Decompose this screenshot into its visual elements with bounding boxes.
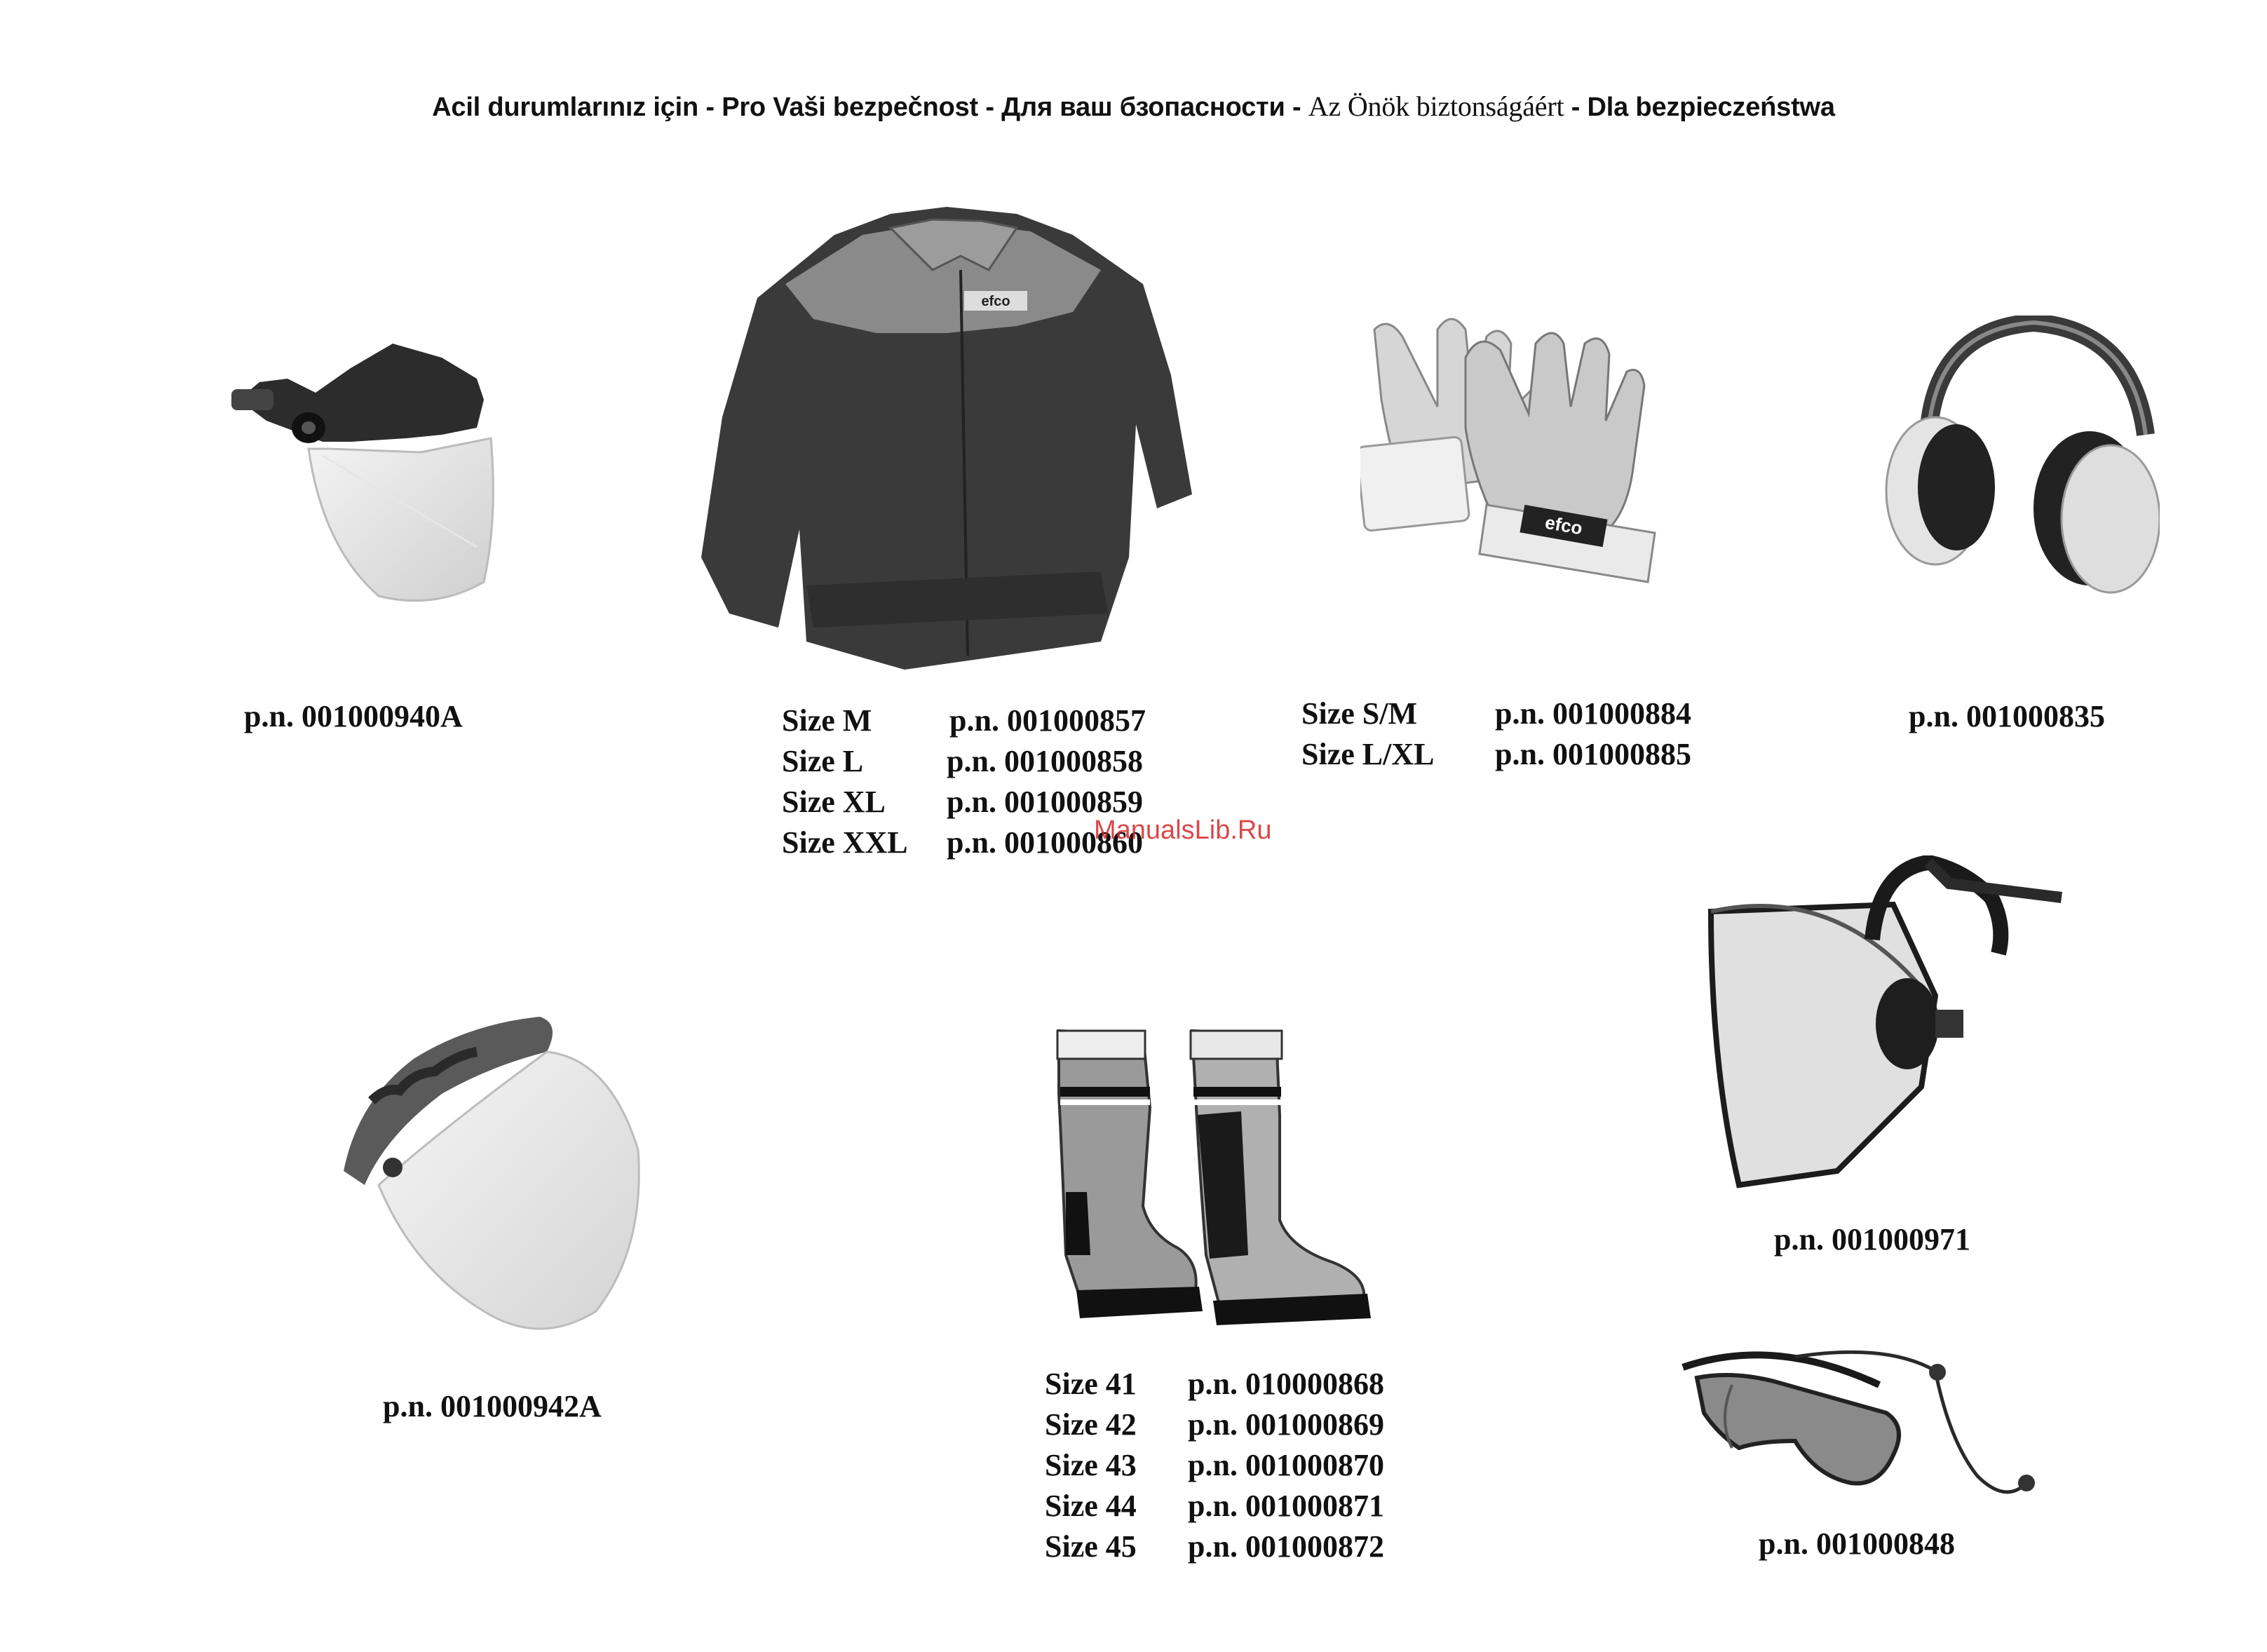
header-part-3: - Dla bezpieczeństwa (1564, 93, 1835, 122)
size-label: Size 44 (1045, 1489, 1137, 1523)
safety-glasses-icon (1676, 1329, 2041, 1525)
part-number: p.n. 001000885 (1495, 737, 1691, 771)
face-shield-icon (210, 316, 519, 645)
size-label: Size L (782, 744, 864, 778)
part-number: p.n. 001000871 (1188, 1489, 1384, 1523)
page-header (0, 90, 2267, 123)
part-number: p.n. 010000868 (1188, 1367, 1384, 1401)
size-label: Size 41 (1045, 1367, 1137, 1401)
part-number: p.n. 001000835 (1909, 699, 2105, 733)
part-number: p.n. 001000971 (1774, 1222, 1970, 1257)
header-part-1: Acil durumlarınız için - Pro Vaši bezpečnost - Для ваш бзопасности - (432, 93, 1308, 122)
size-label: Size S/M (1301, 696, 1417, 731)
size-label: Size XXL (782, 825, 908, 860)
header-part-2: Az Önök biztonságáért (1308, 90, 1564, 122)
part-number: p.n. 001000859 (947, 785, 1143, 819)
size-label: Size 43 (1045, 1448, 1137, 1482)
visor-earmuff-icon (1697, 855, 2076, 1220)
jacket-logo: efco (981, 294, 1010, 309)
size-label: Size 42 (1045, 1407, 1137, 1442)
watermark: ManualsLib.Ru (1094, 815, 1272, 845)
part-number: p.n. 001000860 (947, 825, 1143, 860)
gloves-icon (1360, 302, 1697, 596)
work-jacket-icon (652, 193, 1199, 684)
part-number: p.n. 001000869 (1188, 1407, 1384, 1442)
gloves-logo: efco (1543, 511, 1585, 539)
ear-muffs-icon (1879, 316, 2160, 610)
size-label: Size XL (782, 785, 886, 819)
part-number: p.n. 001000940A (244, 699, 463, 733)
face-shield-icon (330, 1017, 652, 1339)
boots-icon (1038, 1024, 1402, 1332)
size-label: Size L/XL (1301, 737, 1435, 771)
part-number: p.n. 001000942A (383, 1389, 602, 1423)
part-number: p.n. 001000848 (1759, 1526, 1955, 1561)
part-number: p.n. 001000872 (1188, 1529, 1384, 1564)
size-label: Size 45 (1045, 1529, 1137, 1564)
size-label: Size M (782, 703, 872, 738)
part-number: p.n. 001000857 (949, 703, 1146, 738)
part-number: p.n. 001000858 (947, 744, 1143, 778)
part-number: p.n. 001000884 (1495, 696, 1691, 731)
part-number: p.n. 001000870 (1188, 1448, 1384, 1482)
